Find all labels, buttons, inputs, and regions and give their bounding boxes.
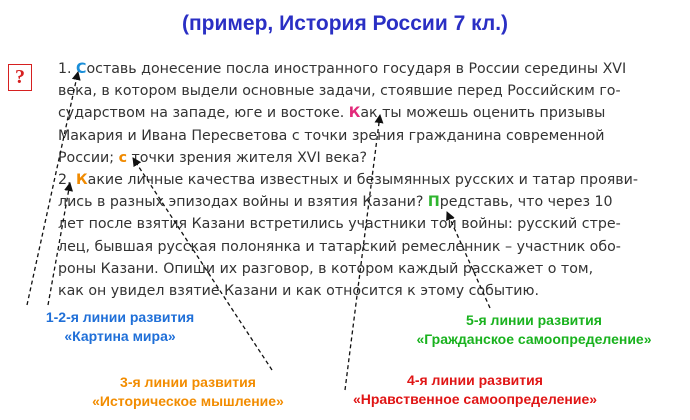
highlight-letter-moral: К: [348, 105, 361, 122]
label-civic-line2: «Гражданское самоопределение»: [416, 331, 652, 347]
label-history-line2: «Историческое мышление»: [92, 393, 284, 409]
page-title: (пример, История России 7 кл.): [181, 12, 509, 35]
task-line-text: редставь, что через 10: [439, 194, 613, 211]
task-line-text: 2.: [58, 171, 77, 188]
label-historical-thinking: [68, 373, 308, 411]
arrow-world-2: [48, 183, 70, 305]
arrow-civic: [447, 212, 490, 308]
arrow-moral: [345, 115, 380, 390]
task-line: роны Казани. Опиши их разговор, в котором каждый расскажет о том,: [58, 260, 594, 277]
task-line: века, в котором выдели основные задачи, стоявшие перед Российским го-: [58, 83, 621, 100]
highlight-letter-civic: П: [427, 194, 440, 211]
question-mark-icon: ?: [8, 64, 32, 91]
task-line-text: России;: [58, 149, 119, 166]
task-line: Макария и Ивана Пересветова с точки зрения гражданина современной: [58, 127, 605, 144]
label-world-picture: [20, 308, 220, 346]
task-line-text: акие личные качества известных и безымянных русских и татар прояви-: [87, 171, 638, 188]
highlight-letter-history-2: К: [76, 171, 88, 188]
highlight-letter-history: с: [118, 149, 127, 166]
task-line-text: точки зрения жителя XVI века?: [127, 149, 368, 166]
label-history-line1: 3-я линии развития: [120, 374, 256, 390]
label-moral-line1: 4-я линии развития: [407, 372, 543, 388]
task-line-text: лись в разных эпизодах войны и взятия Казани?: [58, 194, 428, 211]
label-world-line1: 1-2-я линии развития: [45, 309, 195, 325]
task-line-text: сударством на западе, юге и востоке.: [58, 105, 349, 122]
task-line-text: ак ты можешь оценить призывы: [360, 105, 606, 122]
task-line: лец, бывшая русская полонянка и татарский ремесленник – участник обо-: [58, 238, 621, 255]
highlight-letter-world: С: [76, 61, 87, 77]
label-moral-self-determination: [330, 371, 620, 409]
label-moral-line2: «Нравственное самоопределение»: [352, 391, 598, 407]
task-line-text: 1.: [58, 61, 77, 77]
task-line-text: оставь донесение посла иностранного государя в России середины XVI: [86, 61, 627, 77]
arrow-world-1: [27, 72, 78, 305]
label-world-line2: «Картина мира»: [64, 328, 176, 344]
label-civic-self-determination: [384, 311, 684, 349]
task-line: как он увидел взятие Казани и как относится к этому событию.: [58, 282, 539, 299]
label-civic-line1: 5-я линии развития: [466, 312, 602, 328]
task-line: лет после взятия Казани встретились участники той войны: русский стре-: [58, 216, 621, 233]
